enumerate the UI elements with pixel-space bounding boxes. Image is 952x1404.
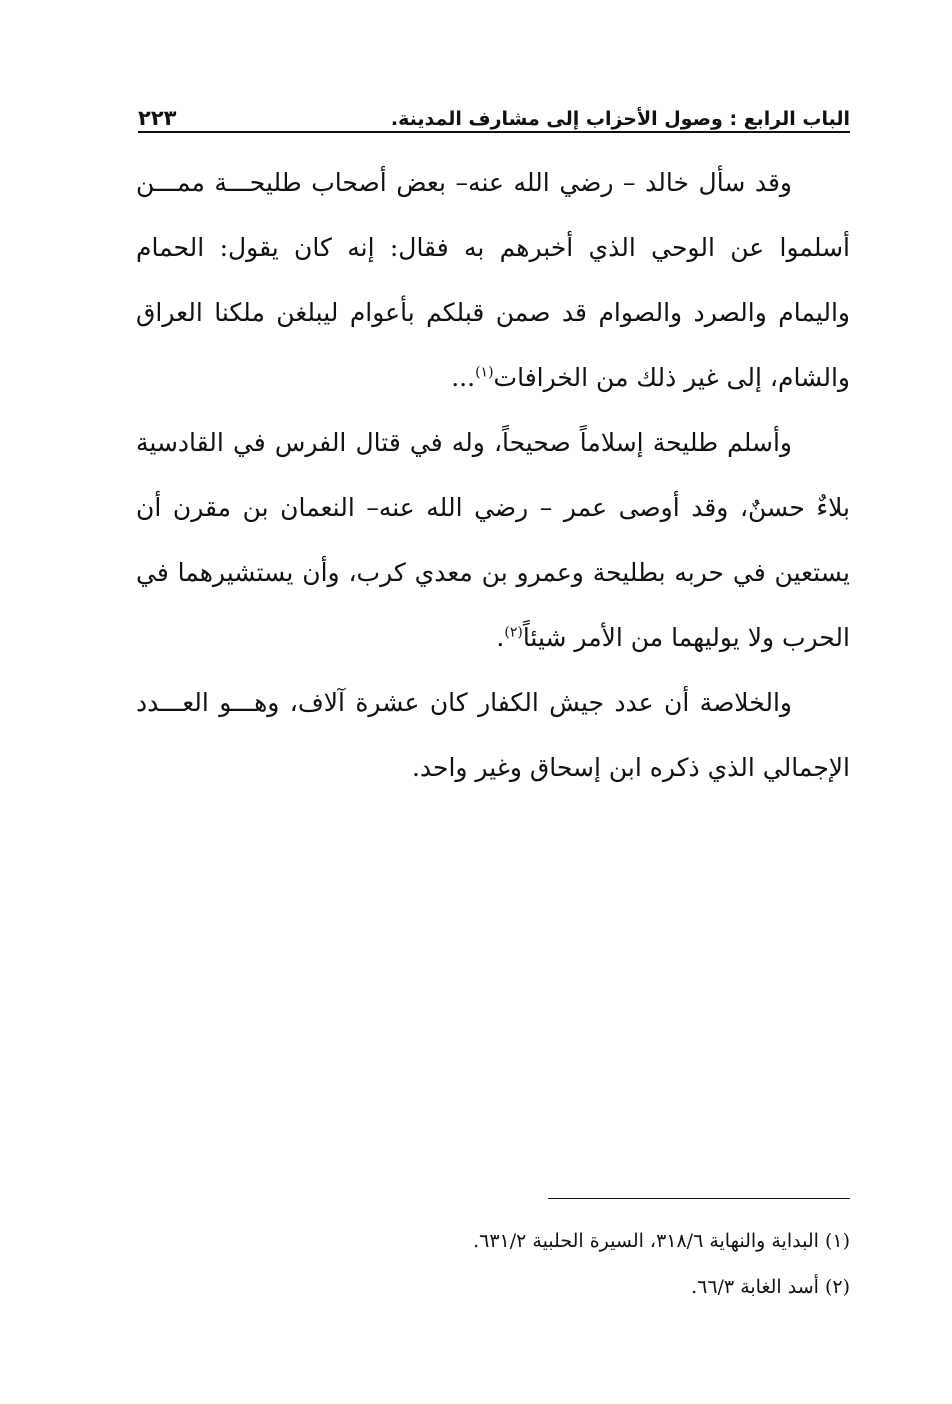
paragraph-1-line-3: والصرد والصوام قد صمن قبلكم بأعوام ليبلغن ملكنا العراق والشام، إلى	[136, 298, 850, 392]
paragraph-1	[136, 150, 850, 410]
paragraph-1-line-2: أسلموا عن الوحي الذي أخبرهم به فقال: إنه كان يقول: الحمام واليمام	[136, 233, 850, 327]
paragraph-1-line-1: وقد سأل خالد – رضي الله عنه– بعض أصحاب طليحـــة ممـــن	[136, 168, 792, 197]
footnote-marker-2: (٢)	[504, 624, 523, 641]
paragraph-1-line-4: غير ذلك من الخرافات	[493, 363, 719, 392]
paragraph-3-text: والخلاصة أن عدد جيش الكفار كان عشرة آلاف، وهـــو العـــدد الإجمالي الذي ذكره ابن إسحاق وغير واحد.	[136, 688, 850, 782]
paragraph-2	[136, 410, 850, 670]
chapter-title: الباب الرابع : وصول الأحزاب إلى مشارف المدينة.	[390, 108, 850, 130]
footnote-2: (٢) أسد الغابة ٦٦/٣.	[691, 1276, 850, 1298]
page-number: ٢٢٣	[138, 106, 177, 130]
paragraph-2-end: .	[496, 623, 505, 652]
footnote-marker-1: (١)	[475, 364, 494, 381]
footnotes	[136, 1218, 850, 1310]
paragraph-1-ellipsis: ...	[451, 363, 476, 392]
main-text	[136, 150, 850, 800]
footnote-separator	[548, 1198, 850, 1199]
running-header	[138, 96, 850, 130]
paragraph-3	[136, 670, 850, 800]
header-rule	[138, 131, 850, 133]
footnote-1: (١) البداية والنهاية ٣١٨/٦، السيرة الحلبية ٦٣١/٢.	[473, 1230, 850, 1252]
paragraph-2-text: وأسلم طليحة إسلاماً صحيحاً، وله في قتال الفرس في القادسية بلاءٌ حسنٌ، وقد أوصى عمر – رضي الله عنه– النعمان بن مقرن أن يستعين في حربه بطليحة وعمرو بن معدي كرب، وأن يستشيرهما في الحرب ولا يوليهما من الأمر شيئاً	[136, 428, 850, 652]
